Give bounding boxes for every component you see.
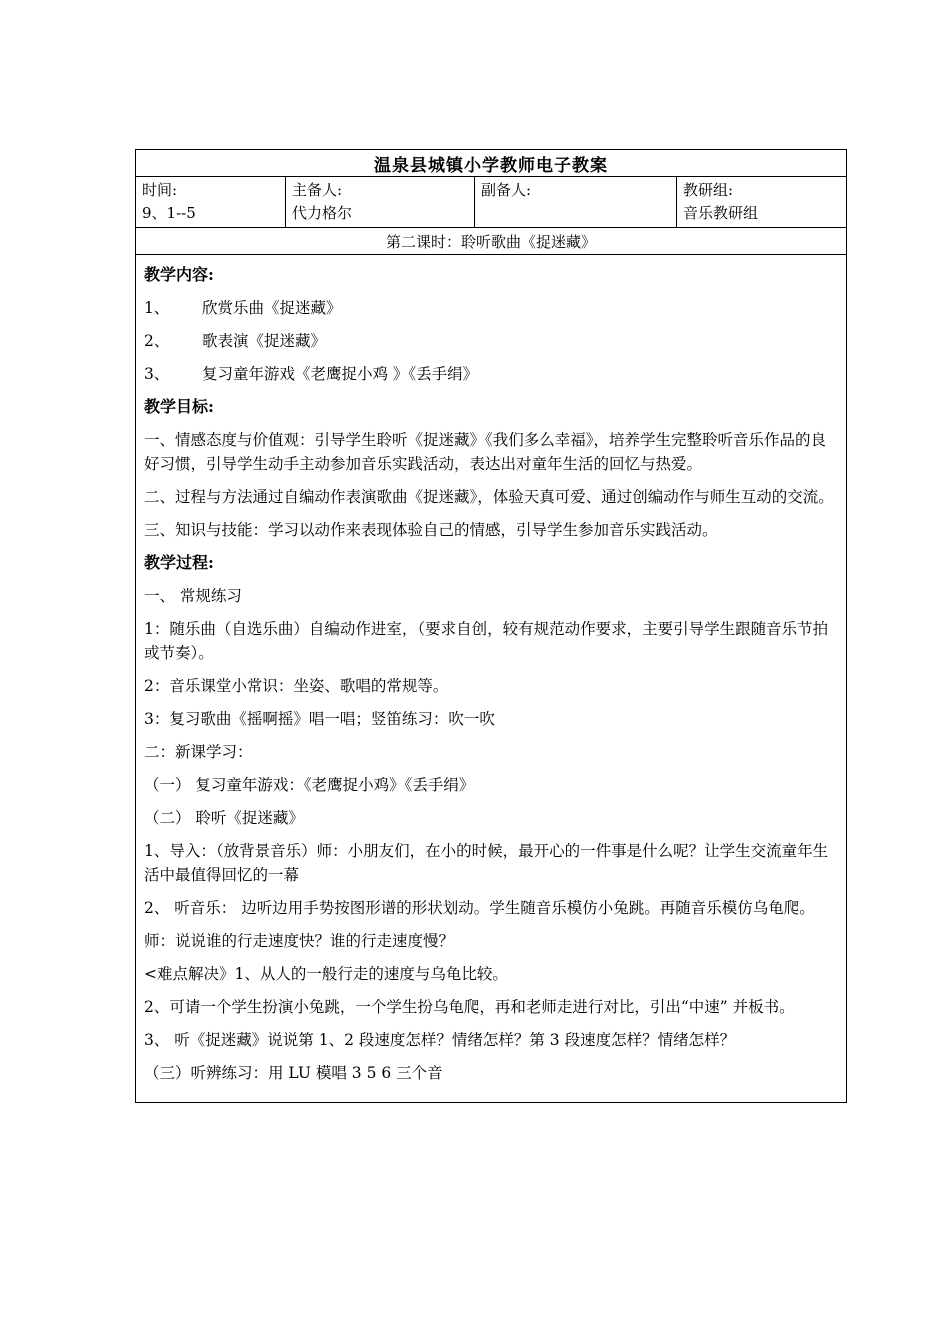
process-line: 2、可请一个学生扮演小兔跳，一个学生扮乌龟爬，再和老师走进行对比，引出“中速” 并板书。 xyxy=(144,998,795,1016)
content-item: 1、 欣赏乐曲《捉迷藏》 xyxy=(144,299,342,317)
time-label: 时间: xyxy=(142,181,178,199)
process-line: 2：音乐课堂小常识：坐姿、歌唱的常规等。 xyxy=(144,677,449,695)
process-line: 1、导入：（放背景音乐）师：小朋友们，在小的时候，最开心的一件事是什么呢？让学生交流童年生活中最值得回忆的一幕 xyxy=(144,842,829,884)
lead-preparer-cell xyxy=(286,177,475,227)
content-heading: 教学内容: xyxy=(144,265,214,284)
lead-preparer-label: 主备人: xyxy=(292,181,343,199)
meta-row xyxy=(136,177,846,228)
process-line: 一、 常规练习 xyxy=(144,587,242,605)
lesson-title: 第二课时：聆听歌曲《捉迷藏》 xyxy=(136,228,846,255)
research-group-label: 教研组: xyxy=(683,181,734,199)
content-item: 3、 复习童年游戏《老鹰捉小鸡 》《丢手绢》 xyxy=(144,365,479,383)
process-line: 3、 听《捉迷藏》说说第 1、2 段速度怎样？情绪怎样？第 3 段速度怎样？情绪怎样？ xyxy=(144,1031,736,1049)
process-line: （二） 聆听《捉迷藏》 xyxy=(144,809,304,827)
research-group-value: 音乐教研组 xyxy=(683,204,759,222)
content-item: 2、 歌表演《捉迷藏》 xyxy=(144,332,327,350)
process-line: <难点解决》1、从人的一般行走的速度与乌龟比较。 xyxy=(144,965,508,983)
goals-heading: 教学目标: xyxy=(144,397,214,416)
process-line: 3：复习歌曲《摇啊摇》唱一唱；竖笛练习：吹一吹 xyxy=(144,710,495,728)
process-heading: 教学过程: xyxy=(144,553,214,572)
research-group-cell xyxy=(677,177,846,227)
process-line: 师：说说谁的行走速度快？谁的行走速度慢？ xyxy=(144,932,455,950)
process-line: 二：新课学习： xyxy=(144,743,253,761)
document-title: 温泉县城镇小学教师电子教案 xyxy=(136,150,846,177)
process-line: 2、 听音乐： 边听边用手势按图形谱的形状划动。学生随音乐模仿小兔跳。再随音乐模仿乌龟爬。 xyxy=(144,899,815,917)
lesson-plan-table xyxy=(135,149,847,1103)
time-value: 9、1--5 xyxy=(142,204,196,222)
process-line: （一） 复习童年游戏：《老鹰捉小鸡》《丢手绢》 xyxy=(144,776,475,794)
process-line: 1：随乐曲（自选乐曲）自编动作进室，（要求自创，较有规范动作要求，主要引导学生跟随音乐节拍或节奏）。 xyxy=(144,620,829,662)
goal-paragraph: 二、过程与方法通过自编动作表演歌曲《捉迷藏》，体验天真可爱、通过创编动作与师生互动的交流。 xyxy=(144,488,834,506)
assistant-preparer-label: 副备人: xyxy=(481,181,532,199)
time-cell xyxy=(136,177,286,227)
lead-preparer-value: 代力格尔 xyxy=(292,204,353,222)
assistant-preparer-cell xyxy=(475,177,677,227)
process-line: （三）听辨练习：用 LU 模唱 3 5 6 三个音 xyxy=(144,1064,443,1082)
goal-paragraph: 一、情感态度与价值观：引导学生聆听《捉迷藏》《我们多么幸福》，培养学生完整聆听音乐作品的良好习惯，引导学生动手主动参加音乐实践活动，表达出对童年生活的回忆与热爱。 xyxy=(144,431,827,473)
lesson-body xyxy=(136,255,846,1102)
goal-paragraph: 三、知识与技能：学习以动作来表现体验自己的情感，引导学生参加音乐实践活动。 xyxy=(144,521,718,539)
